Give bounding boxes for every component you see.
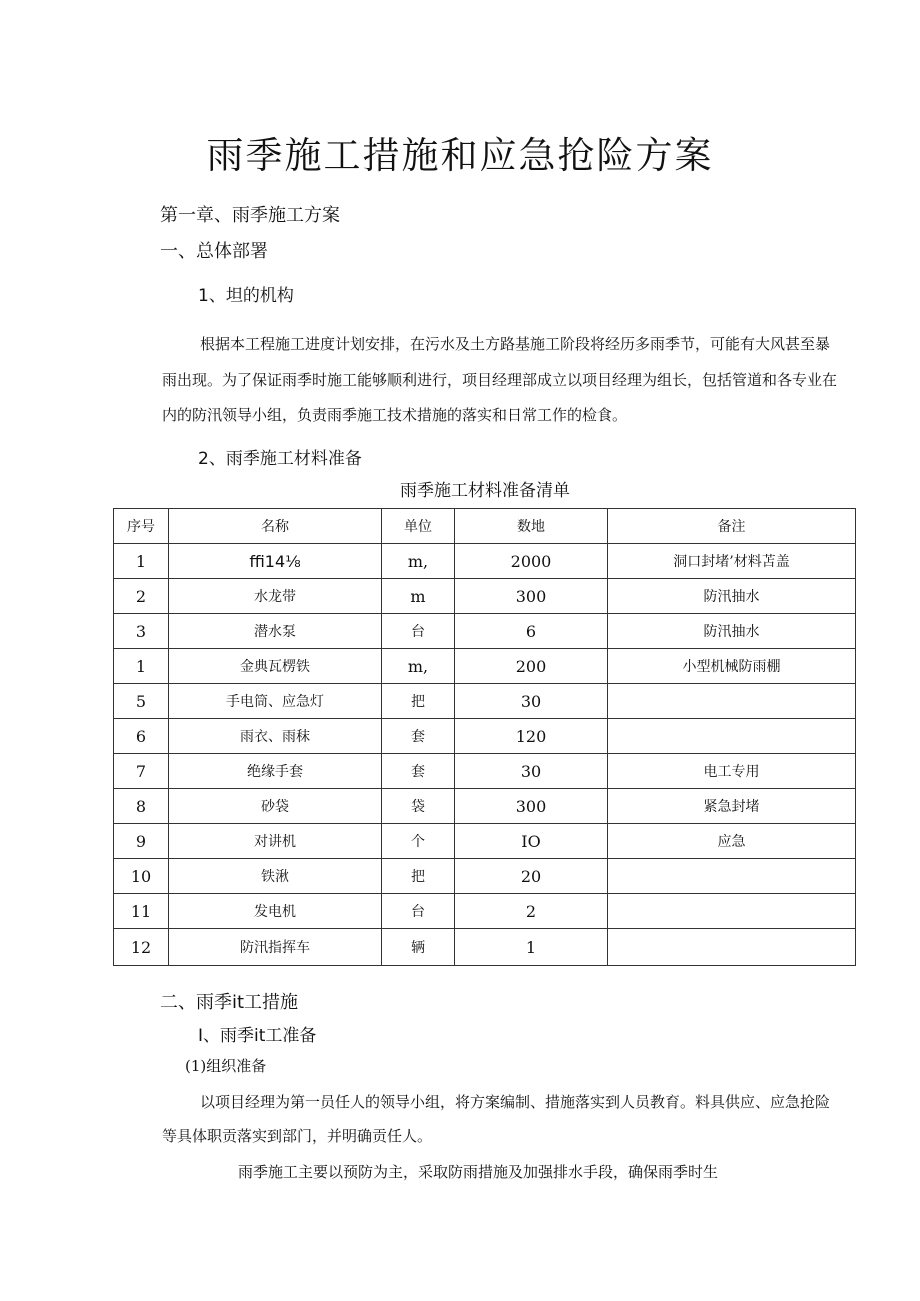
cell-quantity: 120 bbox=[455, 719, 608, 754]
cell-quantity: 6 bbox=[455, 614, 608, 649]
paragraph-line: 以项目经理为第一员任人的领导小组，将方案编制、措施落实到人员教育。料具供应、应急抢险 bbox=[200, 1093, 831, 1111]
paragraph-line: 雨季施工主要以预防为主，采取防雨措施及加强排水手段，确保雨季时生 bbox=[238, 1163, 719, 1181]
cell-unit: 把 bbox=[382, 684, 455, 719]
header-quantity: 数地 bbox=[455, 509, 608, 544]
paragraph-line: 根据本工程施工进度计划安排，在污水及土方路基施工阶段将经历多雨季节，可能有大风甚至暴 bbox=[200, 335, 831, 353]
cell-index: 2 bbox=[114, 579, 169, 614]
cell-index: 6 bbox=[114, 719, 169, 754]
list-item-organization: (1)组织准备 bbox=[185, 1057, 267, 1075]
table-row bbox=[114, 649, 856, 684]
header-remark: 备注 bbox=[608, 509, 856, 544]
table-row bbox=[114, 789, 856, 824]
cell-unit: 套 bbox=[382, 719, 455, 754]
cell-name: 潜水泵 bbox=[169, 614, 382, 649]
cell-quantity: 300 bbox=[455, 789, 608, 824]
table-row bbox=[114, 929, 856, 966]
cell-unit: 袋 bbox=[382, 789, 455, 824]
cell-unit: 辆 bbox=[382, 929, 455, 966]
cell-remark bbox=[608, 859, 856, 894]
table-row bbox=[114, 894, 856, 929]
cell-unit: m, bbox=[382, 544, 455, 579]
materials-table bbox=[113, 508, 856, 966]
cell-index: 9 bbox=[114, 824, 169, 859]
cell-unit: m bbox=[382, 579, 455, 614]
cell-name: ffi14⅛ bbox=[169, 544, 382, 579]
cell-index: 11 bbox=[114, 894, 169, 929]
cell-remark: 防汛抽水 bbox=[608, 579, 856, 614]
cell-quantity: 300 bbox=[455, 579, 608, 614]
cell-index: 12 bbox=[114, 929, 169, 966]
table-row bbox=[114, 754, 856, 789]
header-name: 名称 bbox=[169, 509, 382, 544]
cell-index: 10 bbox=[114, 859, 169, 894]
header-index: 序号 bbox=[114, 509, 169, 544]
cell-remark: 紧急封堵 bbox=[608, 789, 856, 824]
cell-remark: 防汛抽水 bbox=[608, 614, 856, 649]
cell-name: 对讲机 bbox=[169, 824, 382, 859]
table-row bbox=[114, 579, 856, 614]
cell-index: 3 bbox=[114, 614, 169, 649]
cell-quantity: 200 bbox=[455, 649, 608, 684]
table-header-row bbox=[114, 509, 856, 544]
cell-index: 5 bbox=[114, 684, 169, 719]
subsection-heading-organization: 1、坦的机构 bbox=[198, 286, 294, 306]
cell-name: 手电筒、应急灯 bbox=[169, 684, 382, 719]
cell-name: 水龙带 bbox=[169, 579, 382, 614]
table-row bbox=[114, 614, 856, 649]
cell-quantity: 1 bbox=[455, 929, 608, 966]
cell-remark bbox=[608, 684, 856, 719]
subsection-heading-preparation: I、雨季it工准备 bbox=[198, 1026, 317, 1046]
cell-quantity: 30 bbox=[455, 684, 608, 719]
cell-unit: 套 bbox=[382, 754, 455, 789]
cell-remark bbox=[608, 929, 856, 966]
cell-unit: 个 bbox=[382, 824, 455, 859]
cell-remark: 洞口封堵’材料苫盖 bbox=[608, 544, 856, 579]
cell-name: 发电机 bbox=[169, 894, 382, 929]
cell-quantity: 2000 bbox=[455, 544, 608, 579]
chapter-heading: 第一章、雨季施工方案 bbox=[160, 205, 340, 226]
cell-index: 7 bbox=[114, 754, 169, 789]
subsection-heading-materials: 2、雨季施工材料准备 bbox=[198, 449, 362, 469]
paragraph-line: 内的防汛领导小组，负责雨季施工技术措施的落实和日常工作的检食。 bbox=[162, 406, 628, 424]
cell-unit: m, bbox=[382, 649, 455, 684]
cell-name: 雨衣、雨秣 bbox=[169, 719, 382, 754]
cell-remark bbox=[608, 894, 856, 929]
cell-name: 金典瓦楞铁 bbox=[169, 649, 382, 684]
cell-unit: 把 bbox=[382, 859, 455, 894]
cell-unit: 台 bbox=[382, 614, 455, 649]
paragraph-line: 等具体职贡落实到部门，并明确贡任人。 bbox=[162, 1127, 433, 1145]
cell-name: 防汛指挥车 bbox=[169, 929, 382, 966]
cell-unit: 台 bbox=[382, 894, 455, 929]
cell-name: 砂袋 bbox=[169, 789, 382, 824]
table-row bbox=[114, 544, 856, 579]
cell-index: 1 bbox=[114, 544, 169, 579]
cell-name: 绝缘手套 bbox=[169, 754, 382, 789]
header-unit: 单位 bbox=[382, 509, 455, 544]
cell-remark: 应急 bbox=[608, 824, 856, 859]
cell-remark bbox=[608, 719, 856, 754]
cell-quantity: 20 bbox=[455, 859, 608, 894]
cell-quantity: 2 bbox=[455, 894, 608, 929]
cell-quantity: IO bbox=[455, 824, 608, 859]
table-row bbox=[114, 859, 856, 894]
table-row bbox=[114, 684, 856, 719]
paragraph-line: 雨出现。为了保证雨季时施工能够顺利进行，项目经理部成立以项目经理为组长，包括管道和各专业在 bbox=[162, 371, 838, 389]
cell-index: 8 bbox=[114, 789, 169, 824]
section-heading-measures: 二、雨季it工措施 bbox=[160, 992, 299, 1013]
table-row bbox=[114, 719, 856, 754]
section-heading-overall: 一、总体部署 bbox=[160, 241, 268, 262]
cell-remark: 电工专用 bbox=[608, 754, 856, 789]
cell-name: 铁湫 bbox=[169, 859, 382, 894]
cell-index: 1 bbox=[114, 649, 169, 684]
table-row bbox=[114, 824, 856, 859]
cell-quantity: 30 bbox=[455, 754, 608, 789]
table-caption: 雨季施工材料准备清单 bbox=[400, 481, 570, 501]
cell-remark: 小型机械防雨棚 bbox=[608, 649, 856, 684]
document-title: 雨季施工措施和应急抢险方案 bbox=[206, 134, 714, 177]
